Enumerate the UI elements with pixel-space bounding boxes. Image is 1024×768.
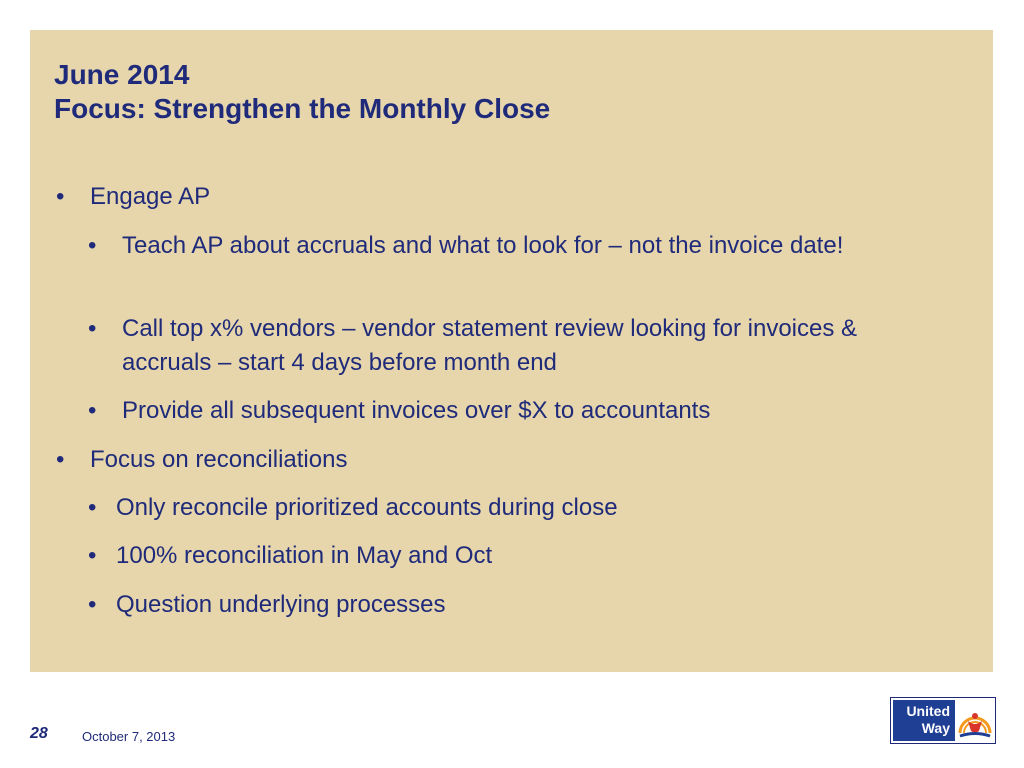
- bullet-item: [88, 394, 928, 428]
- logo-line-2: Way: [921, 720, 950, 736]
- bullet-text: Focus on reconciliations: [90, 446, 348, 473]
- bullet-text: Call top x% vendors – vendor statement review looking for invoices & accruals – start 4 days before month end: [122, 315, 858, 376]
- bullet-dot: •: [56, 183, 65, 210]
- bullet-item: [88, 588, 928, 622]
- bullet-dot: •: [88, 591, 97, 618]
- logo-wordmark: [893, 700, 955, 741]
- bullet-item: [56, 443, 347, 477]
- bullet-text: Only reconcile prioritized accounts during close: [116, 494, 618, 521]
- slide-title: [54, 58, 550, 126]
- bullet-dot: •: [88, 494, 97, 521]
- footer-date: October 7, 2013: [82, 729, 176, 744]
- bullet-dot: •: [88, 315, 97, 342]
- title-line-1: June 2014: [54, 59, 190, 90]
- logo-emblem-icon: [957, 701, 993, 741]
- bullet-text: Question underlying processes: [116, 591, 446, 618]
- bullet-item: [88, 491, 928, 525]
- bullet-dot: •: [88, 397, 97, 424]
- title-line-2: Focus: Strengthen the Monthly Close: [54, 93, 551, 124]
- logo-line-1: United: [906, 703, 950, 719]
- bullet-text: 100% reconciliation in May and Oct: [116, 542, 493, 569]
- united-way-logo: [890, 697, 996, 744]
- bullet-dot: •: [88, 232, 97, 259]
- bullet-dot: •: [56, 446, 65, 473]
- bullet-item: [88, 312, 928, 380]
- bullet-item: [88, 539, 928, 573]
- bullet-text: Provide all subsequent invoices over $X to accountants: [122, 397, 711, 424]
- bullet-item: [56, 180, 210, 214]
- bullet-dot: •: [88, 542, 97, 569]
- bullet-item: [88, 229, 928, 263]
- bullet-text: Teach AP about accruals and what to look for – not the invoice date!: [122, 232, 844, 259]
- page-number: 28: [30, 725, 48, 742]
- bullet-text: Engage AP: [90, 183, 211, 210]
